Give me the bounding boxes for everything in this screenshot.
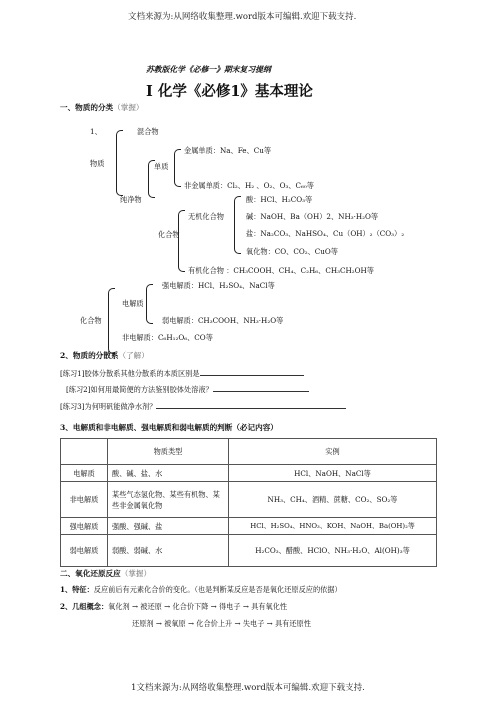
item-number: 1、: [90, 127, 102, 136]
table-row: [61, 535, 437, 567]
answer-blank-3[interactable]: [156, 400, 346, 409]
row-type: 某些气态氢化物、某些有机物、某些非金属氧化物: [108, 482, 229, 518]
row-name: 电解质: [61, 465, 108, 482]
brace-electrolyte: [146, 284, 153, 324]
weak-electrolyte: 弱电解质：CH₃COOH、NH₃·H₂O等: [162, 316, 284, 325]
salt-item: 盐：Na₂CO₃、NaHSO₄、Cu（OH）₂（CO₃）₂: [246, 229, 405, 238]
doc-subtitle: 苏教版化学《必修一》期末复习提纲: [146, 65, 271, 74]
col-header-example: 实例: [229, 439, 437, 465]
inorganic-label: 无机化合物: [188, 212, 224, 221]
base-item: 碱：NaOH、Ba（OH）2、NH₃·H₂O等: [246, 212, 379, 221]
acid-item: 酸：HCl、H₂CO₃等: [246, 195, 313, 204]
element-label: 单质: [154, 162, 169, 171]
doc-title: Ⅰ 化学《必修1》基本理论: [146, 83, 313, 100]
brace-element: [174, 149, 181, 187]
organic-item: 有机化合物 ：CH₃COOH、CH₄、C₂H₆、CH₃CH₂OH等: [188, 266, 374, 275]
brace-compound-2: [108, 288, 115, 354]
section-1-heading: 一、物质的分类（掌握）: [60, 103, 144, 112]
row-example: HCl、NaOH、NaCl等: [229, 465, 437, 482]
row-type: 弱酸、弱碱、水: [108, 535, 229, 567]
row-example: HCl、H₂SO₄、HNO₃、KOH、NaOH、Ba(OH)₂等: [229, 518, 437, 535]
metal-element: 金属单质：Na、Fe、Cu等: [184, 146, 272, 155]
concepts-line-1: 2、几组概念：氧化剂 → 被还原 → 化合价下降 → 得电子 → 具有氧化性: [60, 602, 288, 611]
electrolyte-label: 电解质: [122, 299, 144, 308]
page-header: 文档来源为:从网络收集整理.word版本可编辑.欢迎下载支持.: [128, 12, 357, 22]
table-row: [61, 518, 437, 535]
compound2-label: 化合物: [80, 316, 102, 325]
row-example: NH₃、CH₄、酒精、蔗糖、CO₂、SO₂等: [229, 482, 437, 518]
feature-line: 1、特征：反应前后有元素化合价的变化。（也是判断某反应是否是氧化还原反应的依据）: [60, 585, 342, 594]
col-header-type: 物质类型: [108, 439, 229, 465]
section-3-heading: 3、电解质和非电解质、强电解质和弱电解质的判断（必记内容）: [60, 423, 278, 432]
pure-label: 纯净物: [120, 195, 142, 204]
nonmetal-element: 非金属单质：Cl₂、H₂ 、O₂、O₃、C₆₀等: [184, 181, 314, 190]
mixture-label: 混合物: [137, 127, 159, 136]
row-example: H₂CO₃、醋酸、HClO、NH₃·H₂O、Al(OH)₃等: [229, 535, 437, 567]
brace-matter: [116, 130, 123, 196]
section-4-heading: 二、氧化还原反应（掌握）: [60, 569, 152, 578]
table-header-row: [61, 439, 437, 465]
exercise-3: [练习3]为何明矾能做净水剂？: [60, 400, 346, 412]
row-name: 弱电解质: [61, 535, 108, 567]
table-row: [61, 482, 437, 518]
table-row: [61, 465, 437, 482]
brace-compound: [178, 210, 185, 272]
oxide-item: 氧化物：CO、CO₂、CuO等: [246, 247, 338, 256]
nonelectrolyte: 非电解质：C₆H₁₂O₆、CO等: [122, 333, 213, 342]
section-2-heading: 2、物质的分散系（了解）: [60, 351, 149, 360]
exercise-1: [练习1]胶体分散系其他分散系的本质区别是: [60, 367, 304, 379]
exercise-2: [练习2]如何用最简便的方法鉴别胶体处溶液？: [66, 383, 309, 395]
answer-blank-2[interactable]: [213, 383, 309, 392]
row-name: 强电解质: [61, 518, 108, 535]
brace-inorganic: [234, 196, 241, 254]
matter-label: 物质: [90, 159, 105, 168]
row-type: 强酸、强碱、盐: [108, 518, 229, 535]
answer-blank-1[interactable]: [200, 367, 304, 376]
concepts-line-2: 还原剂 → 被氧原 → 化合价上升 → 失电子 → 具有还原性: [132, 619, 311, 628]
row-name: 非电解质: [61, 482, 108, 518]
page-footer: 1文档来源为:从网络收集整理.word版本可编辑.欢迎下载支持.: [131, 683, 365, 693]
row-type: 酸、碱、盐、水: [108, 465, 229, 482]
compound-label: 化合物: [158, 230, 180, 239]
electrolyte-table: [60, 438, 437, 567]
strong-electrolyte: 强电解质：HCl、H₂SO₄、NaCl等: [162, 281, 275, 290]
table-corner: [61, 439, 108, 465]
